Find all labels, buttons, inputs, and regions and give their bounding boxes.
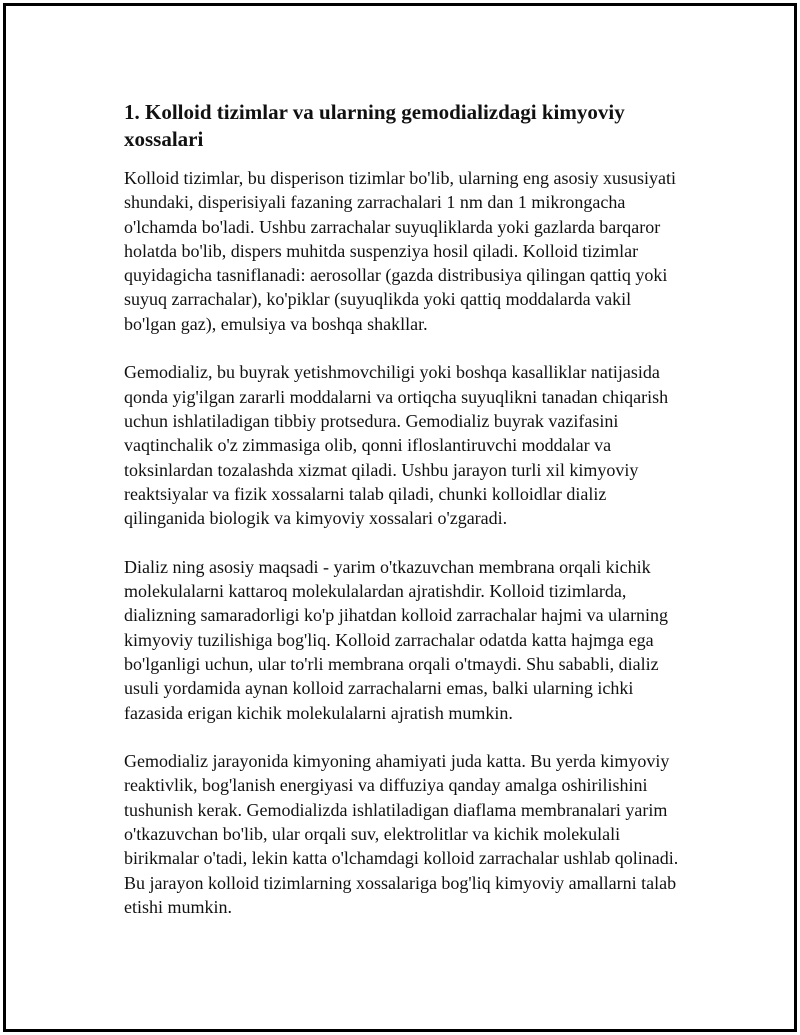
paragraph-line: usuli yordamida aynan kolloid zarrachalarni emas, balki ularning ichki [124, 678, 634, 699]
paragraph-line: holatda bo'lib, dispers muhitda suspenziya hosil qiladi. Kolloid tizimlar [124, 240, 639, 261]
paragraph-1 [124, 166, 724, 336]
paragraph-line: kimyoviy tuzilishiga bog'liq. Kolloid zarrachalar odatda katta hajmga ega [124, 629, 654, 650]
paragraph-line: tushunish kerak. Gemodializda ishlatiladigan diaflama membranalari yarim [124, 799, 668, 820]
paragraph-line: o'lchamda bo'ladi. Ushbu zarrachalar suyuqliklarda yoki gazlarda barqaror [124, 216, 661, 237]
paragraph-line: quyidagicha tasniflanadi: aerosollar (gazda distribusiya qilingan qattiq yoki [124, 265, 668, 286]
paragraph-line: bo'lganligi uchun, ular to'rli membrana orqali o'tmaydi. Shu sababli, dializ [124, 653, 659, 674]
paragraph-line: fazasida erigan kichik molekulalarni ajratish mumkin. [124, 702, 513, 723]
paragraph-line: vaqtinchalik o'z zimmasiga olib, qonni ifloslantiruvchi moddalar va [124, 435, 612, 456]
paragraph-line: uchun ishlatiladigan tibbiy protsedura. Gemodializ buyrak vazifasini [124, 410, 619, 431]
paragraph-line: Kolloid tizimlar, bu disperison tizimlar bo'lib, ularning eng asosiy xususiyati [124, 168, 676, 188]
paragraph-line: Gemodializ, bu buyrak yetishmovchiligi yoki boshqa kasalliklar natijasida [124, 362, 660, 383]
paragraph-line: dializning samaradorligi ko'p jihatdan kolloid zarrachalar hajmi va ularning [124, 605, 669, 626]
heading-line: xossalari [124, 127, 204, 151]
paragraph-line: suyuq zarrachalar), ko'piklar (suyuqlikda yoki qattiq moddalarda vakil [124, 289, 632, 310]
document-body [124, 166, 724, 919]
paragraph-line: toksinlardan tozalashda xizmat qiladi. Ushbu jarayon turli xil kimyoviy [124, 459, 639, 480]
paragraph-4 [124, 749, 724, 919]
paragraph-line: Bu jarayon kolloid tizimlarning xossalariga bog'liq kimyoviy amallarni talab [124, 872, 677, 893]
section-heading [124, 99, 724, 153]
paragraph-3 [124, 555, 724, 725]
paragraph-line: molekulalarni kattaroq molekulalardan ajratishdir. Kolloid tizimlarda, [124, 581, 627, 602]
paragraph-line: Dializ ning asosiy maqsadi - yarim o'tkazuvchan membrana orqali kichik [124, 556, 651, 577]
paragraph-line: qilinganida biologik va kimyoviy xossalari o'zgaradi. [124, 508, 508, 529]
paragraph-line: etishi mumkin. [124, 896, 232, 917]
paragraph-line: reaktsiyalar va fizik xossalarni talab qiladi, chunki kolloidlar dializ [124, 483, 607, 504]
paragraph-line: qonda yig'ilgan zararli moddalarni va ortiqcha suyuqlikni tanadan chiqarish [124, 386, 669, 407]
paragraph-2 [124, 360, 724, 530]
page-frame [3, 3, 797, 1032]
paragraph-line: birikmalar o'tadi, lekin katta o'lchamdagi kolloid zarrachalar ushlab qolinadi. [124, 848, 679, 869]
document-content [124, 99, 724, 944]
paragraph-line: shundaki, disperisiyali fazaning zarrachalari 1 nm dan 1 mikrongacha [124, 192, 626, 213]
paragraph-line: reaktivlik, bog'lanish energiyasi va diffuziya qanday amalga oshirilishini [124, 775, 648, 796]
paragraph-line: bo'lgan gaz), emulsiya va boshqa shakllar. [124, 313, 428, 334]
paragraph-line: Gemodializ jarayonida kimyoning ahamiyati juda katta. Bu yerda kimyoviy [124, 751, 670, 772]
heading-line: 1. Kolloid tizimlar va ularning gemodializdagi kimyoviy [124, 100, 625, 124]
paragraph-line: o'tkazuvchan bo'lib, ular orqali suv, elektrolitlar va kichik molekulali [124, 824, 621, 845]
